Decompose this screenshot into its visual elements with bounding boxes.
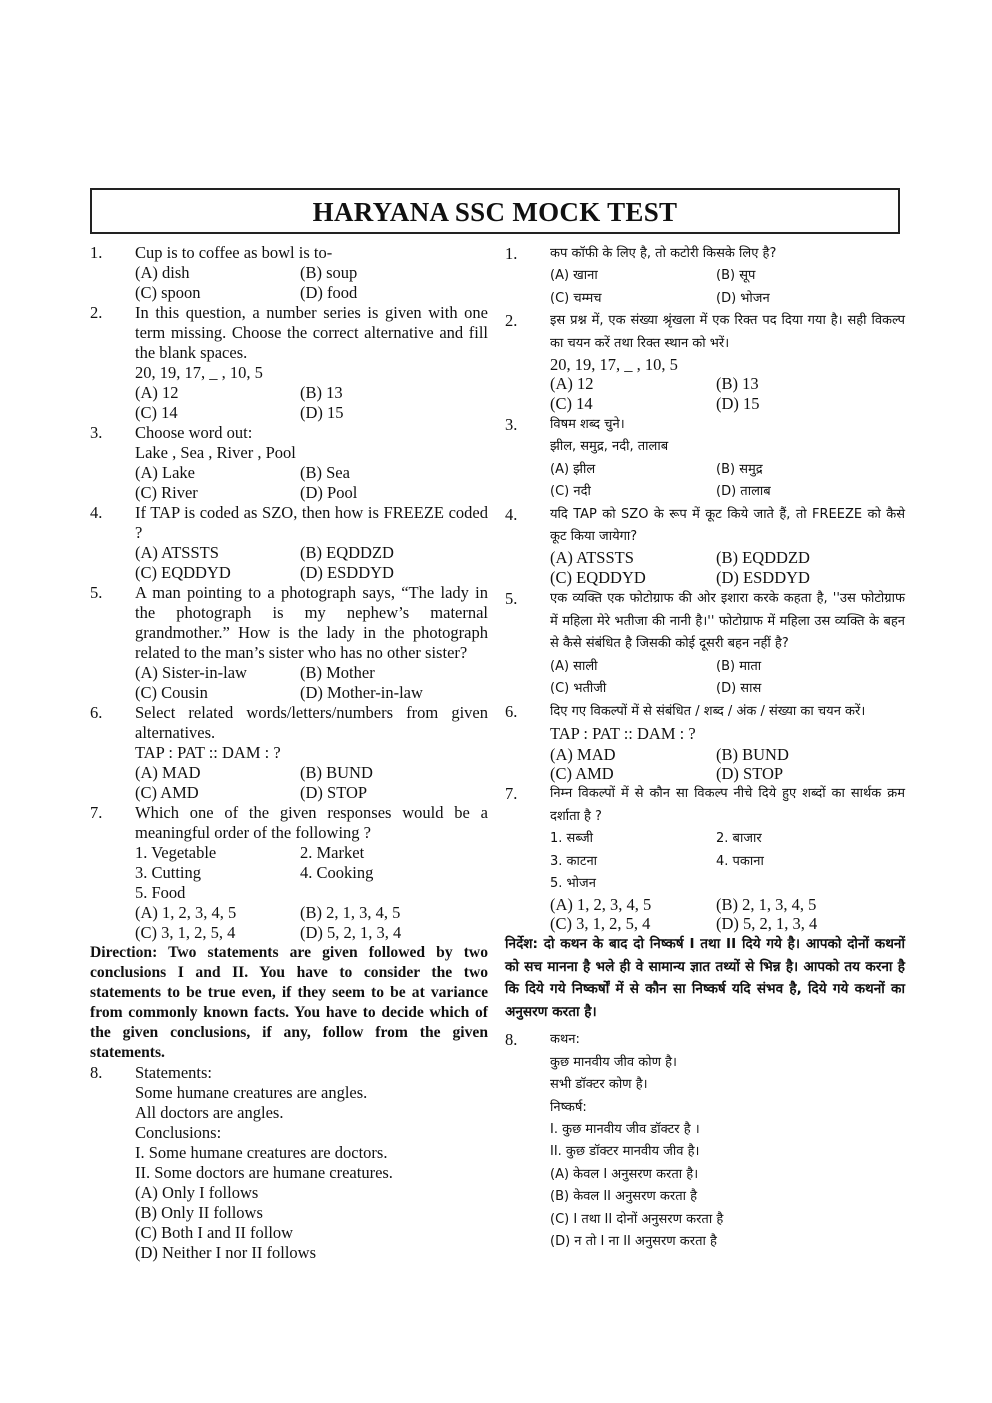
- list-item: 2. Market: [300, 843, 365, 862]
- question-7: [505, 783, 905, 933]
- option-d: (D) 15: [716, 394, 760, 414]
- list-item: 4. Cooking: [300, 863, 374, 882]
- option-d: (D) food: [300, 283, 358, 302]
- question-number: 1.: [505, 244, 518, 263]
- option-d: (D) STOP: [716, 764, 784, 784]
- question-number: 2.: [505, 311, 518, 331]
- option-b: (B) माता: [716, 658, 762, 674]
- list-item: 3. Cutting: [135, 863, 202, 882]
- question-number: 7.: [505, 784, 518, 804]
- option-c: (C) AMD: [135, 783, 199, 802]
- direction-text: निर्देश: दो कथन के बाद दो निष्कर्ष I तथा II दिये गये है। आपको दोनों कथनों को सच मानना है भले ही वे सामान्य ज्ञात तथ्यों से भिन्न है। आपको तय करना है कि दिये गये निष्कर्षों में से कौन सा निष्कर्ष यदि संभव है, दिये गये कथनों का अनुसरण करता है।: [505, 936, 905, 1020]
- conclusion-2: II. Some doctors are humane creatures.: [135, 1163, 393, 1182]
- option-a: (A) 12: [135, 383, 179, 402]
- question-number: 8.: [505, 1030, 518, 1050]
- question-3: [90, 423, 488, 503]
- question-text: Choose word out:: [135, 423, 253, 442]
- question-2: [505, 310, 905, 414]
- option-b: (B) Sea: [300, 463, 350, 482]
- option-c: (C) Cousin: [135, 683, 208, 702]
- option-d: (D) न तो I ना II अनुसरण करता है: [550, 1234, 717, 1249]
- question-text: विषम शब्द चुने।: [550, 417, 625, 433]
- question-5: [505, 588, 905, 700]
- option-a: (A) Only I follows: [135, 1183, 259, 1202]
- question-text: If TAP is coded as SZO, then how is FREEZE coded ?: [135, 503, 488, 542]
- option-a: (A) ATSSTS: [550, 548, 634, 568]
- statement-2: All doctors are angles.: [135, 1103, 284, 1122]
- statement-1: कुछ मानवीय जीव कोण है।: [550, 1054, 677, 1070]
- option-d: (D) Pool: [300, 483, 358, 502]
- conclusions-label: निष्कर्ष:: [550, 1099, 587, 1115]
- question-text: In this question, a number series is given with one term missing. Choose the correct alternative and fill the blank spaces.: [135, 303, 488, 362]
- list-item: 3. काटना: [550, 853, 598, 869]
- option-b: (B) Only II follows: [135, 1203, 263, 1222]
- question-number: 5.: [505, 589, 518, 609]
- option-b: (B) Mother: [300, 663, 375, 682]
- option-b: (B) समुद्र: [716, 461, 763, 477]
- option-d: (D) STOP: [300, 783, 368, 802]
- option-a: (A) ATSSTS: [135, 543, 219, 562]
- option-a: (A) MAD: [135, 763, 201, 782]
- option-b: (B) BUND: [300, 763, 373, 782]
- question-number: 4.: [505, 504, 518, 524]
- question-text: दिए गए विकल्पों में से संबंधित / शब्द / अंक / संख्या का चयन करें।: [550, 703, 866, 719]
- option-c: (C) 3, 1, 2, 5, 4: [550, 914, 651, 934]
- option-c: (C) River: [135, 483, 198, 502]
- number-series: 20, 19, 17, _ , 10, 5: [135, 363, 263, 382]
- option-b: (B) 2, 1, 3, 4, 5: [300, 903, 401, 922]
- option-b: (B) 2, 1, 3, 4, 5: [716, 895, 817, 915]
- option-c: (C) भतीजी: [550, 681, 607, 697]
- option-a: (A) 1, 2, 3, 4, 5: [135, 903, 237, 922]
- option-a: (A) खाना: [550, 268, 598, 284]
- question-4: [505, 504, 905, 589]
- word-list: Lake , Sea , River , Pool: [135, 443, 296, 462]
- question-text: इस प्रश्न में, एक संख्या श्रृंखला में एक रिक्त पद दिया गया है। सही विकल्प का चयन करें तथा रिक्त स्थान को भरें।: [550, 313, 905, 351]
- option-d: (D) Neither I nor II follows: [135, 1243, 316, 1262]
- option-c: (C) चम्मच: [550, 290, 602, 306]
- option-c: (C) नदी: [550, 484, 591, 500]
- option-c: (C) 14: [550, 394, 593, 414]
- option-d: (D) ESDDYD: [300, 563, 394, 582]
- option-c: (C) Both I and II follow: [135, 1223, 294, 1242]
- statements-label: Statements:: [135, 1063, 212, 1082]
- number-series: 20, 19, 17, _ , 10, 5: [550, 355, 678, 375]
- question-1: [505, 243, 905, 310]
- option-c: (C) EQDDYD: [550, 568, 646, 588]
- question-6: [505, 701, 905, 784]
- question-text: यदि TAP को SZO के रूप में कूट किये जाते हैं, तो FREEZE को कैसे कूट किया जायेगा?: [550, 506, 905, 545]
- list-item: 1. सब्जी: [550, 831, 594, 847]
- question-1: [90, 243, 488, 303]
- question-8: [505, 1029, 905, 1253]
- direction-text: Direction: Two statements are given followed by two conclusions I and II. You have to consider the two statements to be true even, if they seem to be at variance from commonly known facts. You have to decide which of the given conclusions, if any, follow from the given statements.: [90, 944, 488, 1061]
- analogy: TAP : PAT :: DAM : ?: [550, 723, 696, 743]
- list-item: 5. भोजन: [550, 875, 596, 891]
- option-d: (D) तालाब: [716, 484, 771, 500]
- statements-label: कथन:: [550, 1032, 580, 1048]
- option-b: (B) BUND: [716, 745, 789, 765]
- conclusion-1: I. कुछ मानवीय जीव डॉक्टर है ।: [550, 1121, 700, 1137]
- question-text: Select related words/letters/numbers from given alternatives.: [135, 703, 488, 742]
- option-a: (A) MAD: [550, 745, 616, 765]
- question-number: 2.: [90, 303, 103, 322]
- question-number: 3.: [90, 423, 103, 442]
- option-c: (C) spoon: [135, 283, 201, 302]
- question-text: निम्न विकल्पों में से कौन सा विकल्प नीचे दिये हुए शब्दों का सार्थक क्रम दर्शाता है ?: [550, 786, 905, 824]
- option-c: (C) 3, 1, 2, 5, 4: [135, 923, 236, 942]
- option-a: (A) 1, 2, 3, 4, 5: [550, 895, 652, 915]
- option-c: (C) AMD: [550, 764, 614, 784]
- question-text: कप कॉफी के लिए है, तो कटोरी किसके लिए है?: [550, 246, 777, 261]
- page-title-box: [90, 188, 900, 234]
- question-6: [90, 703, 488, 803]
- question-number: 6.: [90, 703, 103, 722]
- option-a: (A) साली: [550, 658, 598, 674]
- option-d: (D) Mother-in-law: [300, 683, 423, 702]
- question-3: [505, 414, 905, 504]
- option-d: (D) सास: [716, 681, 762, 697]
- list-item: 1. Vegetable: [135, 843, 217, 862]
- list-item: 4. पकाना: [716, 853, 764, 869]
- statement-2: सभी डॉक्टर कोण है।: [550, 1077, 648, 1093]
- option-a: (A) Sister-in-law: [135, 663, 247, 682]
- option-a: (A) Lake: [135, 463, 196, 482]
- question-text: A man pointing to a photograph says, “The lady in the photograph is my nephew’s maternal grandmother.” How is the lady in the photograph related to the man’s sister who has no other sister?: [135, 583, 488, 662]
- option-a: (A) dish: [135, 263, 190, 282]
- option-b: (B) EQDDZD: [716, 548, 810, 568]
- conclusions-label: Conclusions:: [135, 1123, 222, 1142]
- english-column: [90, 243, 488, 1263]
- option-b: (B) soup: [300, 263, 358, 282]
- question-number: 7.: [90, 803, 103, 822]
- option-b: (B) EQDDZD: [300, 543, 394, 562]
- conclusion-1: I. Some humane creatures are doctors.: [135, 1143, 388, 1162]
- question-text: Which one of the given responses would be a meaningful order of the following ?: [135, 803, 488, 842]
- option-a: (A) झील: [550, 461, 596, 477]
- option-b: (B) 13: [716, 374, 759, 394]
- option-b: (B) केवल II अनुसरण करता है: [550, 1189, 698, 1205]
- conclusion-2: II. कुछ डॉक्टर मानवीय जीव है।: [550, 1144, 700, 1160]
- question-7: [90, 803, 488, 943]
- option-d: (D) भोजन: [716, 290, 770, 306]
- option-c: (C) I तथा II दोनों अनुसरण करता है: [550, 1211, 724, 1227]
- option-a: (A) 12: [550, 374, 594, 394]
- question-number: 1.: [90, 243, 103, 262]
- option-b: (B) 13: [300, 383, 343, 402]
- list-item: 2. बाजार: [716, 831, 762, 847]
- analogy: TAP : PAT :: DAM : ?: [135, 743, 281, 762]
- option-b: (B) सूप: [716, 268, 756, 284]
- question-number: 4.: [90, 503, 103, 522]
- question-text: एक व्यक्ति एक फोटोग्राफ की ओर इशारा करके कहता है, ''उस फोटोग्राफ में महिला मेरे भतीजा की नानी है।'' फोटोग्राफ में महिला उस व्यक्ति के बहन से कैसे संबंधित है जिसकी कोई दूसरी बहन नहीं है?: [550, 591, 905, 652]
- question-number: 3.: [505, 415, 518, 435]
- option-d: (D) 15: [300, 403, 344, 422]
- question-text: Cup is to coffee as bowl is to-: [135, 243, 333, 262]
- option-c: (C) EQDDYD: [135, 563, 231, 582]
- question-4: [90, 503, 488, 583]
- list-item: 5. Food: [135, 883, 186, 902]
- question-number: 8.: [90, 1063, 103, 1082]
- option-d: (D) ESDDYD: [716, 568, 810, 588]
- option-d: (D) 5, 2, 1, 3, 4: [300, 923, 402, 942]
- question-2: [90, 303, 488, 423]
- statement-1: Some humane creatures are angles.: [135, 1083, 368, 1102]
- hindi-column: [505, 243, 905, 1253]
- question-number: 5.: [90, 583, 103, 602]
- option-c: (C) 14: [135, 403, 178, 422]
- question-number: 6.: [505, 701, 518, 721]
- question-5: [90, 583, 488, 703]
- option-d: (D) 5, 2, 1, 3, 4: [716, 914, 818, 934]
- word-list: झील, समुद्र, नदी, तालाब: [550, 439, 669, 455]
- page-title: HARYANA SSC MOCK TEST: [312, 197, 678, 227]
- option-a: (A) केवल I अनुसरण करता है।: [550, 1166, 699, 1182]
- question-8: [90, 1063, 488, 1263]
